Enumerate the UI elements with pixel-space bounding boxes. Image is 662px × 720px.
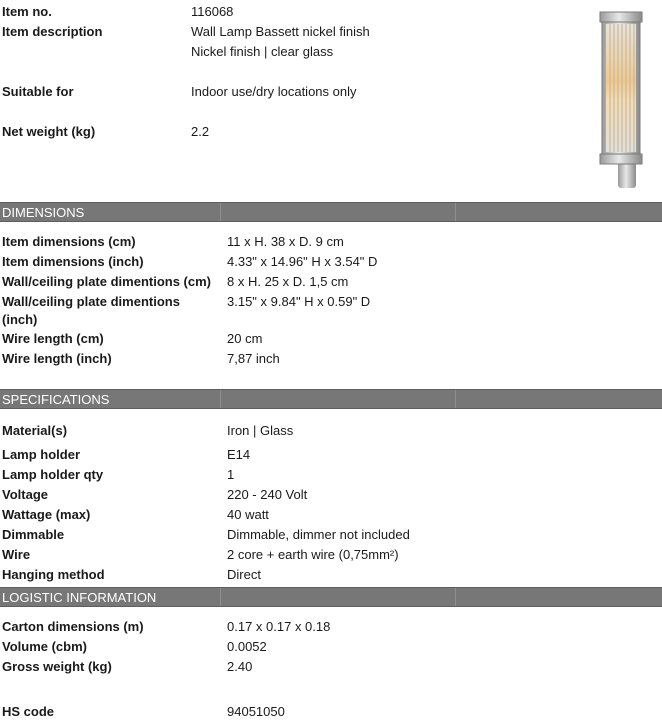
spec-value: 220 - 240 Volt	[227, 487, 308, 502]
hs-code-value: 94051050	[227, 704, 285, 719]
item-description-line1: Wall Lamp Bassett nickel finish	[191, 24, 370, 39]
spec-label: Wire	[2, 547, 31, 562]
specifications-section-header	[0, 389, 662, 409]
section-divider	[455, 203, 456, 221]
spec-label: Lamp holder qty	[2, 467, 104, 482]
logistic-label: Carton dimensions (m)	[2, 619, 144, 634]
logistic-value: 2.40	[227, 659, 253, 674]
item-no-value: 116068	[191, 4, 234, 19]
item-no-label: Item no.	[2, 4, 52, 19]
logistic-title: LOGISTIC INFORMATION	[2, 590, 157, 605]
spec-value: Dimmable, dimmer not included	[227, 527, 410, 542]
spec-label: Hanging method	[2, 567, 105, 582]
logistic-value: 0.0052	[227, 639, 267, 654]
dimension-value: 3.15" x 9.84" H x 0.59" D	[227, 294, 371, 309]
dimension-label: Item dimensions (cm)	[2, 234, 136, 249]
spec-value: 1	[227, 467, 235, 482]
wall-lamp-icon	[596, 8, 656, 192]
logistic-label: Gross weight (kg)	[2, 659, 112, 674]
dimension-label: Item dimensions (inch)	[2, 254, 144, 269]
spec-label: Material(s)	[2, 423, 68, 438]
spec-value: 40 watt	[227, 507, 269, 522]
dimension-label: Wire length (cm)	[2, 331, 104, 346]
section-divider	[220, 203, 221, 221]
section-divider	[220, 588, 221, 606]
suitable-for-value: Indoor use/dry locations only	[191, 84, 357, 99]
dimension-label: Wall/ceiling plate dimentions (cm)	[2, 274, 211, 289]
net-weight-value: 2.2	[191, 124, 210, 139]
section-divider	[220, 390, 221, 408]
spec-label: Dimmable	[2, 527, 65, 542]
dimension-value: 7,87 inch	[227, 351, 280, 366]
dimension-value: 20 cm	[227, 331, 263, 346]
spec-value: 2 core + earth wire (0,75mm²)	[227, 547, 399, 562]
dimensions-section-header	[0, 202, 662, 222]
dimension-value: 4.33" x 14.96" H x 3.54" D	[227, 254, 378, 269]
dimension-label-continued: (inch)	[2, 312, 38, 327]
specifications-title: SPECIFICATIONS	[2, 392, 110, 407]
dimension-value: 11 x H. 38 x D. 9 cm	[227, 234, 344, 249]
item-description-label: Item description	[2, 24, 103, 39]
spec-label: Lamp holder	[2, 447, 81, 462]
spec-label: Wattage (max)	[2, 507, 91, 522]
dimension-value: 8 x H. 25 x D. 1,5 cm	[227, 274, 349, 289]
spec-value: E14	[227, 447, 251, 462]
hs-code-label: HS code	[2, 704, 55, 719]
spec-value: Direct	[227, 567, 261, 582]
net-weight-label: Net weight (kg)	[2, 124, 96, 139]
item-description-line2: Nickel finish | clear glass	[191, 44, 334, 59]
logistic-section-header	[0, 587, 662, 607]
spec-label: Voltage	[2, 487, 48, 502]
spec-value: Iron | Glass	[227, 423, 294, 438]
dimension-label: Wire length (inch)	[2, 351, 112, 366]
suitable-for-label: Suitable for	[2, 84, 74, 99]
section-divider	[455, 390, 456, 408]
dimensions-title: DIMENSIONS	[2, 205, 85, 220]
section-divider	[455, 588, 456, 606]
dimension-label: Wall/ceiling plate dimentions	[2, 294, 180, 309]
logistic-value: 0.17 x 0.17 x 0.18	[227, 619, 331, 634]
logistic-label: Volume (cbm)	[2, 639, 87, 654]
